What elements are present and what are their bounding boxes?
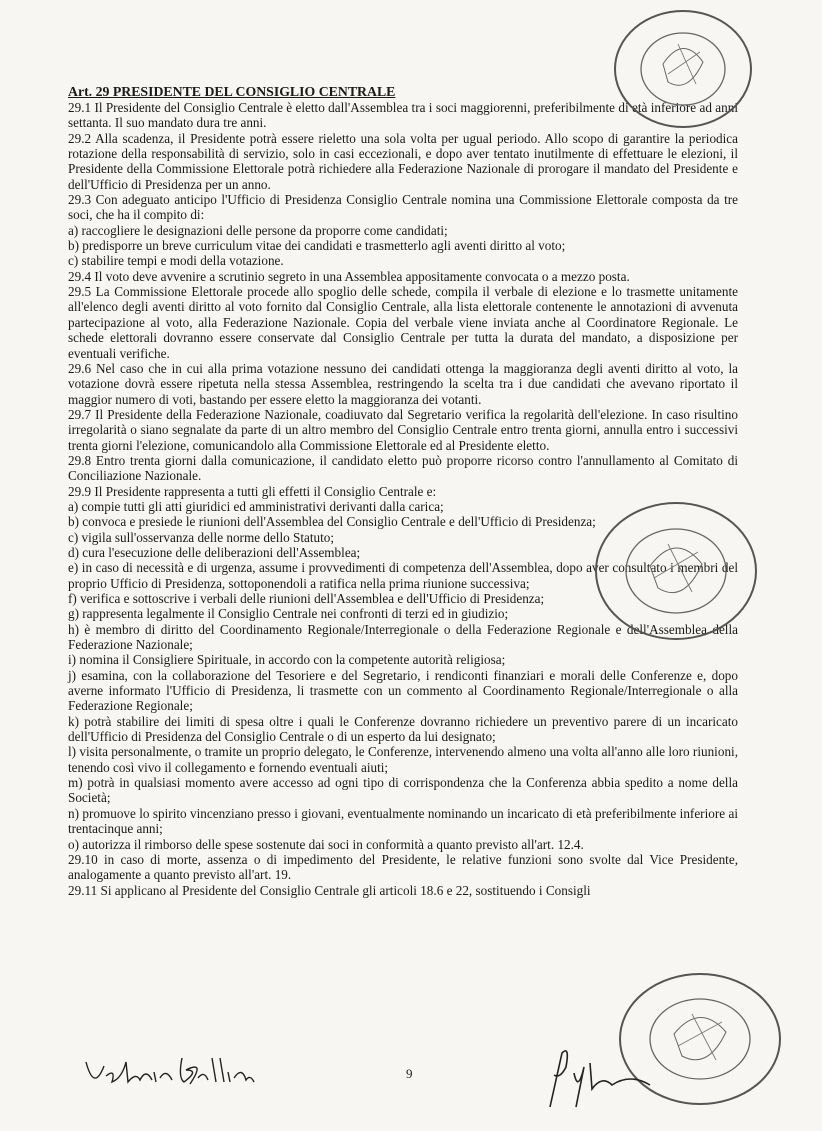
paragraph: 29.5 La Commissione Elettorale procede allo spoglio delle schede, compila il verbale di elezione e lo trasmette unitamente all'elenco degli aventi diritto al voto fornito dal Consiglio Centrale, alla lista elettorale contenente le annotazioni di avvenuta partecipazione al voto, alla Federazione Nazionale. Copia del verbale viene inviata anche al Coordinatore Regionale. Le schede elettorali dovranno essere conservate dal Consiglio Centrale per tutta la durata del mandato, a disposizione per eventuali verifiche. xyxy=(68,284,738,361)
paragraph: 29.10 in caso di morte, assenza o di impedimento del Presidente, le relative funzioni sono svolte dal Vice Presidente, analogamente a quanto previsto all'art. 19. xyxy=(68,851,738,883)
paragraph: n) promuove lo spirito vincenziano presso i giovani, eventualmente nominando un incaricato di età preferibilmente inferiore ai trentacinque anni; xyxy=(68,805,738,837)
paragraph: 29.8 Entro trenta giorni dalla comunicazione, il candidato eletto può proporre ricorso contro l'annullamento al Comitato di Conciliazione Nazionale. xyxy=(68,452,738,484)
document-body xyxy=(68,84,738,898)
signature-right xyxy=(540,1045,670,1120)
paragraph: e) in caso di necessità e di urgenza, assume i provvedimenti di competenza dell'Assemblea, dopo aver consultato i membri del proprio Ufficio di Presidenza, sottoponendoli a ratifica nella prima riunione successiva; xyxy=(68,560,738,591)
paragraph: a) compie tutti gli atti giuridici ed amministrativi derivanti dalla carica; xyxy=(68,498,444,514)
paragraph: 29.6 Nel caso che in cui alla prima votazione nessuno dei candidati ottenga la maggioranza degli aventi diritto al voto, la votazione dovrà essere ripetuta nella stessa Assemblea, restringendo la scelta tra i due candidati che avevano riportato il maggior numero di voti, bastando per essere eletto la maggioranza dei votanti. xyxy=(68,360,738,407)
notary-stamp-middle xyxy=(588,496,764,651)
paragraph: 29.3 Con adeguato anticipo l'Ufficio di Presidenza Consiglio Centrale nomina una Commissione Elettorale composta da tre soci, che ha il compito di: xyxy=(68,192,738,223)
paragraph: i) nomina il Consigliere Spirituale, in accordo con la competente autorità religiosa; xyxy=(68,652,506,668)
paragraph: 29.11 Si applicano al Presidente del Consiglio Centrale gli articoli 18.6 e 22, sostituendo i Consigli xyxy=(68,882,591,898)
paragraph: f) verifica e sottoscrive i verbali delle riunioni dell'Assemblea e dell'Ufficio di Presidenza; xyxy=(68,591,545,606)
article-title: Art. 29 PRESIDENTE DEL CONSIGLIO CENTRALE xyxy=(68,84,396,99)
paragraph: k) potrà stabilire dei limiti di spesa oltre i quali le Conferenze dovranno richiedere un preventivo parere di un incaricato dell'Ufficio di Presidenza del Consiglio Centrale o di un esperto da lui designato; xyxy=(68,713,738,745)
paragraph: o) autorizza il rimborso delle spese sostenute dai soci in conformità a quanto previsto all'art. 12.4. xyxy=(68,836,584,852)
page-number: 9 xyxy=(406,1066,413,1081)
notary-stamp-top xyxy=(608,4,758,139)
paragraph: m) potrà in qualsiasi momento avere accesso ad ogni tipo di corrispondenza che la Conferenza abbia spedito a nome della Società; xyxy=(68,775,738,806)
paragraph: 29.2 Alla scadenza, il Presidente potrà essere rieletto una sola volta per ugual periodo. Allo scopo di garantire la periodica rotazione della responsabilità di servizio, solo in casi eccezionali, e dopo aver tentato inutilmente di effettuare le elezioni, il Presidente della Commissione Elettorale potrà richiedere alla Federazione Nazionale di prorogare il mandato del Presidente e dell'Ufficio di Presidenza per un anno. xyxy=(68,130,738,192)
paragraph: c) vigila sull'osservanza delle norme dello Statuto; xyxy=(68,529,335,545)
paragraph: 29.9 Il Presidente rappresenta a tutti gli effetti il Consiglio Centrale e: xyxy=(68,483,437,499)
paragraph: c) stabilire tempi e modi della votazione. xyxy=(68,253,284,269)
paragraph: h) è membro di diritto del Coordinamento Regionale/Interregionale o della Federazione Regionale e dell'Assemblea della Federazione Nazionale; xyxy=(68,621,738,653)
paragraph: 29.4 Il voto deve avvenire a scrutinio segreto in una Assemblea appositamente convocata o a mezzo posta. xyxy=(68,268,630,284)
paragraph: l) visita personalmente, o tramite un proprio delegato, le Conferenze, intervenendo almeno una volta all'anno alle loro riunioni, tenendo così vivo il collegamento e fornendo eventuali aiuti; xyxy=(68,744,738,775)
paragraph: b) convoca e presiede le riunioni dell'Assemblea del Consiglio Centrale e dell'Ufficio di Presidenza; xyxy=(68,514,596,530)
signature-left xyxy=(82,1048,282,1101)
paragraph: 29.1 Il Presidente del Consiglio Centrale è eletto dall'Assemblea tra i soci maggiorenni, preferibilmente di età inferiore ad anni settanta. Il suo mandato dura tre anni. xyxy=(68,100,738,131)
paragraph: j) esamina, con la collaborazione del Tesoriere e del Segretario, i rendiconti finanziari e morali delle Conferenze e, dopo averne informato l'Ufficio di Presidenza, li trasmette con un commento al Coordinamento Regionale/Interregionale o alla Federazione Regionale; xyxy=(68,667,738,714)
paragraph: 29.7 Il Presidente della Federazione Nazionale, coadiuvato dal Segretario verifica la regolarità dell'elezione. In caso risultino irregolarità o siano segnalate da parte di un altro membro del Consiglio Centrale entro trenta giorni, annulla entro i successivi trenta giorni l'elezione, comunicandolo alla Commissione Elettorale ed al Presidente eletto. xyxy=(68,406,738,453)
paragraph: a) raccogliere le designazioni delle persone da proporre come candidati; xyxy=(68,222,448,238)
paragraph: g) rappresenta legalmente il Consiglio Centrale nei confronti di terzi ed in giudizio; xyxy=(68,606,509,622)
paragraph: d) cura l'esecuzione delle deliberazioni dell'Assemblea; xyxy=(68,544,361,560)
paragraph: b) predisporre un breve curriculum vitae dei candidati e trasmetterlo agli aventi diritto al voto; xyxy=(68,238,566,254)
